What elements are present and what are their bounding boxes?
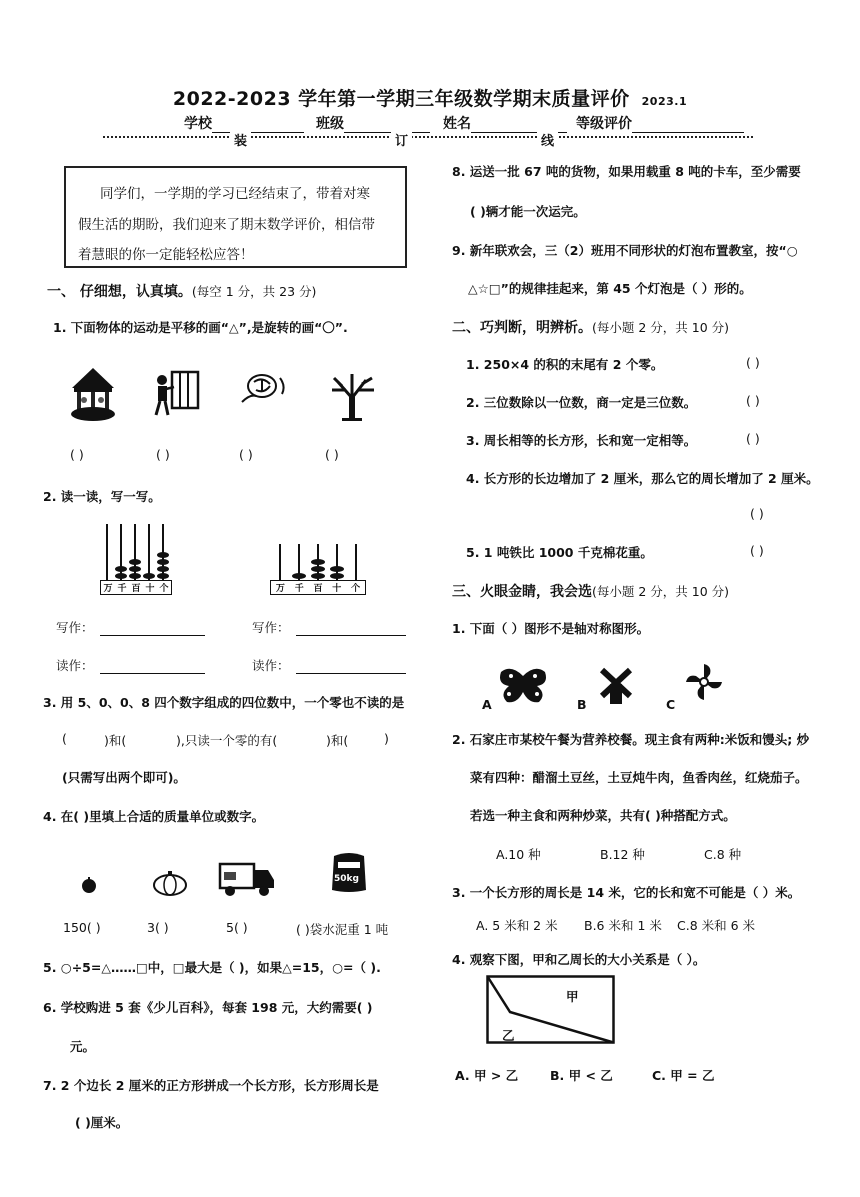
grade-field[interactable]: 等级评价 [576,113,744,133]
question-1-4: 4. 在( )里填上合适的质量单位或数字。 [43,809,265,824]
pumpkin-icon [152,870,188,896]
truck-icon [218,860,276,898]
apple-icon [80,876,98,894]
judge-item: 5. 1 吨铁比 1000 千克棉花重。 [466,545,653,560]
windmill-icon [598,666,634,706]
option-label: A [482,697,492,712]
answer-blank[interactable]: 3( ) [147,920,169,935]
answer-blank[interactable]: ( [62,731,67,746]
choice-option[interactable]: A. 5 米和 2 米 [476,918,558,933]
class-field[interactable]: 班级 [316,113,430,133]
butterfly-icon [497,666,549,706]
judge-item: 1. 250×4 的积的末尾有 2 个零。 [466,357,664,372]
read-field[interactable]: 读作： [56,656,205,674]
tree-icon [328,370,376,422]
question-1-6-cont: 元。 [70,1039,96,1054]
answer-blank[interactable]: ( ) [156,447,170,462]
choice-option[interactable]: C.8 种 [704,847,742,862]
answer-blank[interactable]: ( ) [325,447,339,462]
question-3-2-cont: 菜有四种：醋溜土豆丝，土豆炖牛肉，鱼香肉丝，红烧茄子。 [470,770,808,785]
exam-date: 2023.1 [641,95,688,108]
answer-blank[interactable]: ( ) [239,447,253,462]
section-3-heading: 三、火眼金睛，我会选(每小题 2 分，共 10 分) [452,584,730,600]
judge-blank[interactable]: ( ) [746,355,760,370]
page-title: 2022-2023 学年第一学期三年级数学期末质量评价 2023.1 [172,88,688,110]
question-3-4: 4. 观察下图，甲和乙周长的大小关系是（ ）。 [452,952,706,967]
answer-blank[interactable]: )和( [104,733,127,748]
choice-option[interactable]: A.10 种 [496,847,541,862]
binding-line [103,136,753,138]
binding-mark: 线 [537,130,558,149]
answer-blank[interactable]: 5( ) [226,920,248,935]
question-1-6: 6. 学校购进 5 套《少儿百科》，每套 198 元，大约需要( ) [43,1000,373,1015]
choice-option[interactable]: C. 甲 = 乙 [652,1068,715,1083]
answer-blank[interactable]: 150( ) [63,920,101,935]
question-1-3-note: (只需写出两个即可)。 [62,770,186,785]
choice-option[interactable]: B.12 种 [600,847,645,862]
answer-blank[interactable]: ( ) [70,447,84,462]
question-1-2: 2. 读一读，写一写。 [43,489,161,504]
section-1-heading: 一、 仔细想，认真填。(每空 1 分，共 23 分) [47,284,317,300]
name-field[interactable]: 姓名 [443,113,567,133]
question-3-2-cont: 若选一种主食和两种炒菜，共有( )种搭配方式。 [470,808,736,823]
choice-option[interactable]: B. 甲 < 乙 [550,1068,613,1083]
fan-icon [236,372,288,408]
region-label-yi: 乙 [502,1028,515,1043]
question-1-9-cont: △☆□”的规律挂起来，第 45 个灯泡是（ ）形的。 [468,281,752,296]
choice-option[interactable]: B.6 米和 1 米 [584,918,662,933]
judge-item: 3. 周长相等的长方形，长和宽一定相等。 [466,433,697,448]
pinwheel-icon [684,662,724,702]
question-1-1: 1. 下面物体的运动是平移的画“△”,是旋转的画“〇”. [53,320,348,335]
write-field[interactable]: 写作： [252,618,406,636]
answer-blank[interactable]: ( )袋水泥重 1 吨 [296,922,389,937]
option-label: B [577,697,587,712]
judge-blank[interactable]: ( ) [746,431,760,446]
binding-mark: 订 [391,130,412,149]
choice-option[interactable]: C.8 米和 6 米 [677,918,756,933]
window-push-icon [150,370,200,418]
judge-blank[interactable]: ( ) [750,543,764,558]
question-1-5: 5. ○÷5=△……□中，□最大是（ )，如果△=15，○=（ ). [43,960,381,975]
question-1-9: 9. 新年联欢会，三（2）班用不同形状的灯泡布置教室，按“○ [452,243,798,258]
option-label: C [666,697,676,712]
judge-item: 2. 三位数除以一位数，商一定是三位数。 [466,395,697,410]
write-field[interactable]: 写作： [56,618,205,636]
judge-item: 4. 长方形的长边增加了 2 厘米，那么它的周长增加了 2 厘米。 [466,471,819,486]
answer-blank[interactable]: )和( [326,733,349,748]
question-3-2: 2. 石家庄市某校午餐为营养校餐。现主食有两种:米饭和馒头; 炒 [452,732,810,747]
judge-blank[interactable]: ( ) [746,393,760,408]
school-field[interactable]: 学校 [184,113,304,133]
intro-line: 着慧眼的你一定能轻松应答！ [78,247,254,263]
question-1-3: 3. 用 5、0、0、8 四个数字组成的四位数中，一个零也不读的是 [43,695,405,710]
binding-mark: 装 [230,130,251,149]
intro-line: 假生活的期盼，我们迎来了期末数学评价，相信带 [78,217,375,233]
question-1-8-cont: ( )辆才能一次运完。 [470,204,586,219]
question-1-7-cont: ( )厘米。 [75,1115,129,1130]
abacus-left: 万 千 百 十 个 [100,524,172,598]
answer-blank[interactable]: ) [384,731,389,746]
region-label-jia: 甲 [566,989,579,1004]
choice-option[interactable]: A. 甲 > 乙 [455,1068,519,1083]
section-2-heading: 二、巧判断，明辨析。(每小题 2 分，共 10 分) [452,320,730,336]
cement-bag-icon: 50kg [330,850,368,894]
carousel-icon [68,366,118,424]
question-3-1: 1. 下面（ ）图形不是轴对称图形。 [452,621,650,636]
intro-line: 同学们，一学期的学习已经结束了，带着对寒 [100,186,370,202]
question-3-3: 3. 一个长方形的周长是 14 米，它的长和宽不可能是（ ）米。 [452,885,801,900]
answer-blank[interactable]: ),只读一个零的有( [176,733,278,748]
question-1-7: 7. 2 个边长 2 厘米的正方形拼成一个长方形，长方形周长是 [43,1078,379,1093]
question-1-8: 8. 运送一批 67 吨的货物，如果用载重 8 吨的卡车，至少需要 [452,164,801,179]
judge-blank[interactable]: ( ) [750,506,764,521]
abacus-right: 万 千 百 十 个 [270,524,366,598]
read-field[interactable]: 读作： [252,656,406,674]
